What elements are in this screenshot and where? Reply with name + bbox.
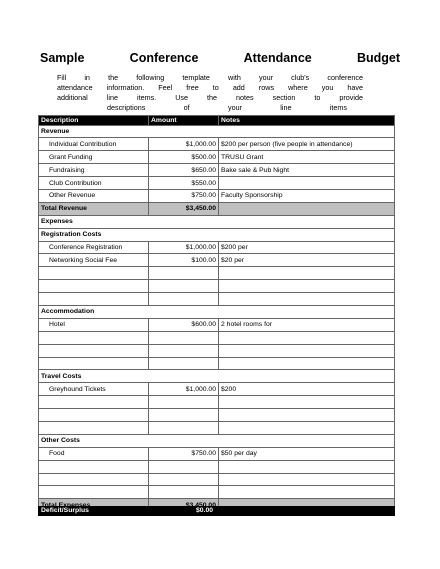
deficit-surplus-bar <box>38 506 395 516</box>
table-row <box>39 318 395 331</box>
subsection-row <box>39 434 395 447</box>
item-note[interactable]: $20 per <box>219 254 395 267</box>
header-notes: Notes <box>219 116 395 126</box>
section-revenue: Revenue <box>39 125 395 138</box>
item-name[interactable]: Hotel <box>39 318 149 331</box>
item-note[interactable] <box>219 177 395 190</box>
document-title <box>40 51 400 65</box>
subsection-row <box>39 370 395 383</box>
empty-row <box>39 331 395 344</box>
budget-table <box>38 115 395 512</box>
item-name[interactable]: Conference Registration <box>39 241 149 254</box>
item-name[interactable]: Food <box>39 447 149 460</box>
intro-line: Fill in the following template with your club's conference <box>57 73 363 82</box>
empty-row <box>39 486 395 499</box>
subsection-row <box>39 305 395 318</box>
empty-row <box>39 460 395 473</box>
item-name[interactable]: Grant Funding <box>39 151 149 164</box>
item-amount[interactable]: $1,000.00 <box>149 241 219 254</box>
title-word: Budget <box>356 51 400 65</box>
item-note[interactable]: TRUSU Grant <box>219 151 395 164</box>
item-amount[interactable]: $1,000.00 <box>149 383 219 396</box>
table-row <box>39 189 395 202</box>
item-name[interactable]: Other Revenue <box>39 189 149 202</box>
item-note[interactable]: $200 <box>219 383 395 396</box>
item-note[interactable]: Bake sale & Pub Night <box>219 164 395 177</box>
empty-row <box>39 421 395 434</box>
section-row <box>39 125 395 138</box>
table-header <box>39 116 395 126</box>
header-description: Description <box>39 116 149 126</box>
total-row <box>39 202 395 215</box>
item-amount[interactable]: $750.00 <box>149 447 219 460</box>
table-row <box>39 254 395 267</box>
subsection-registration: Registration Costs <box>39 228 395 241</box>
item-name[interactable]: Greyhound Tickets <box>39 383 149 396</box>
item-amount[interactable]: $600.00 <box>149 318 219 331</box>
intro-paragraph <box>57 73 363 113</box>
intro-line: attendance information. Feel free to add rows where you have <box>57 83 363 92</box>
item-note[interactable]: Faculty Sponsorship <box>219 189 395 202</box>
item-amount[interactable]: $500.00 <box>149 151 219 164</box>
empty-row <box>39 280 395 293</box>
subsection-other: Other Costs <box>39 434 395 447</box>
empty-row <box>39 473 395 486</box>
table-row <box>39 383 395 396</box>
item-amount[interactable]: $650.00 <box>149 164 219 177</box>
item-amount[interactable]: $550.00 <box>149 177 219 190</box>
title-word: Sample <box>40 51 85 65</box>
item-note[interactable]: $200 per person (five people in attendance) <box>219 138 395 151</box>
item-note[interactable]: $50 per day <box>219 447 395 460</box>
title-word: Attendance <box>243 51 312 65</box>
item-name[interactable]: Club Contribution <box>39 177 149 190</box>
total-revenue-amount: $3,450.00 <box>149 202 219 215</box>
section-expenses: Expenses <box>39 215 395 228</box>
empty-row <box>39 357 395 370</box>
header-amount: Amount <box>149 116 219 126</box>
table-row <box>39 447 395 460</box>
item-note[interactable]: 2 hotel rooms for <box>219 318 395 331</box>
intro-line: descriptions of your line items <box>107 103 347 112</box>
item-name[interactable]: Individual Contribution <box>39 138 149 151</box>
item-name[interactable]: Fundraising <box>39 164 149 177</box>
deficit-amount: $0.00 <box>196 507 214 514</box>
empty-row <box>39 409 395 422</box>
intro-line: additional line items. Use the notes section to provide <box>57 93 363 102</box>
table-row <box>39 164 395 177</box>
table-row <box>39 177 395 190</box>
item-note[interactable]: $200 per <box>219 241 395 254</box>
item-amount[interactable]: $750.00 <box>149 189 219 202</box>
empty-row <box>39 293 395 306</box>
deficit-label: Deficit/Surplus <box>41 507 89 514</box>
subsection-accommodation: Accommodation <box>39 305 395 318</box>
total-revenue-label: Total Revenue <box>39 202 149 215</box>
item-amount[interactable]: $100.00 <box>149 254 219 267</box>
item-amount[interactable]: $1,000.00 <box>149 138 219 151</box>
table-row <box>39 241 395 254</box>
subsection-row <box>39 228 395 241</box>
table-row <box>39 138 395 151</box>
table-row <box>39 151 395 164</box>
section-row <box>39 215 395 228</box>
title-word: Conference <box>129 51 199 65</box>
empty-row <box>39 396 395 409</box>
empty-row <box>39 267 395 280</box>
subsection-travel: Travel Costs <box>39 370 395 383</box>
empty-row <box>39 344 395 357</box>
item-name[interactable]: Networking Social Fee <box>39 254 149 267</box>
